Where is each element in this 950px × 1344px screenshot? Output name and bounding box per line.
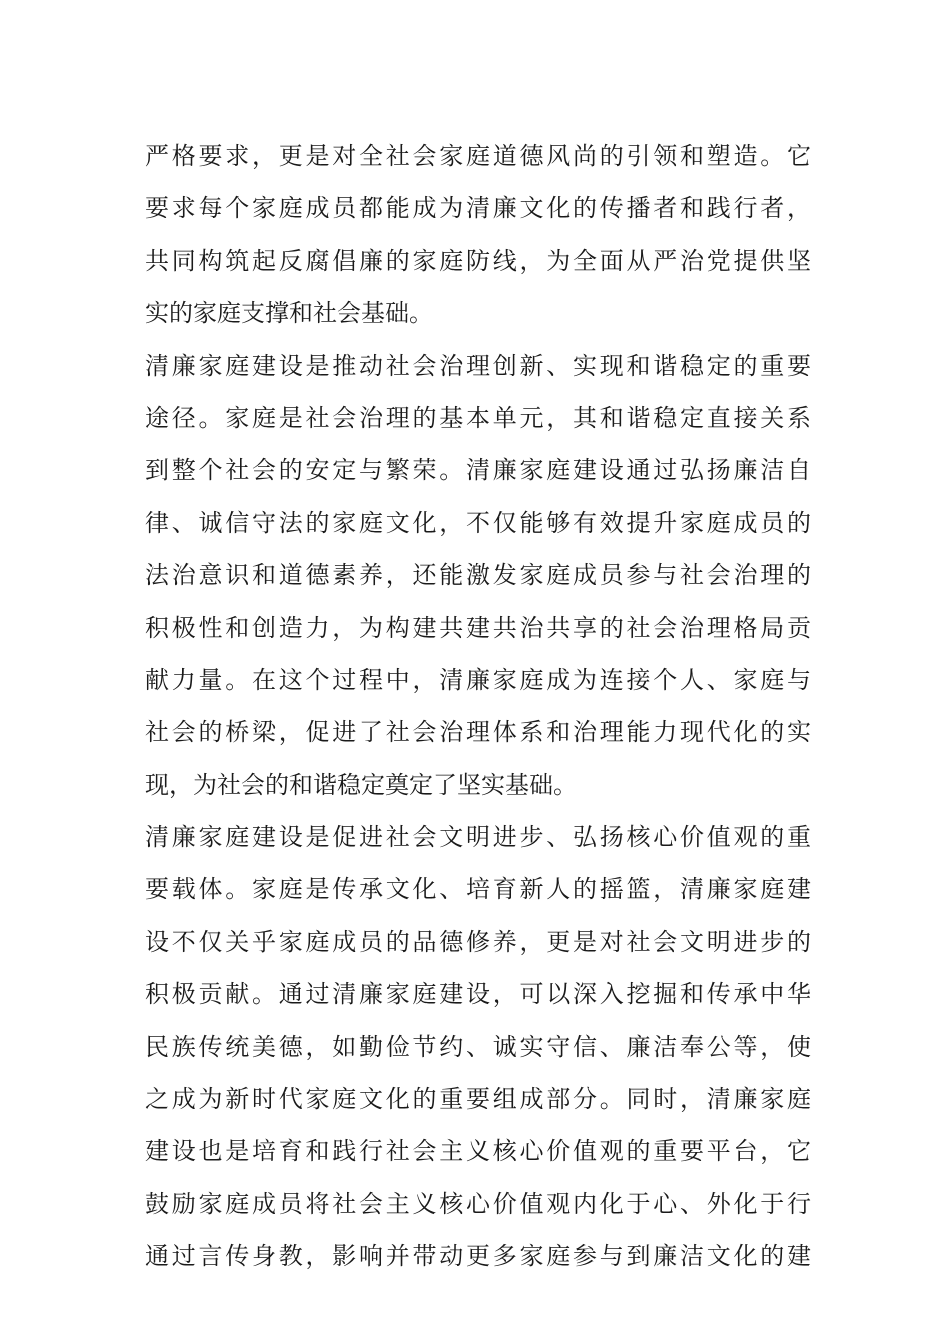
text-line: 共同构筑起反腐倡廉的家庭防线，为全面从严治党提供坚 [145,246,811,275]
text-line: 建设也是培育和践行社会主义核心价值观的重要平台，它 [145,1137,811,1166]
text-line: 清廉家庭建设是推动社会治理创新、实现和谐稳定的重要 [145,351,811,380]
text-line: 积极性和创造力，为构建共建共治共享的社会治理格局贡 [145,613,811,642]
text-line: 民族传统美德，如勤俭节约、诚实守信、廉洁奉公等，使 [145,1032,811,1061]
text-line: 到整个社会的安定与繁荣。清廉家庭建设通过弘扬廉洁自 [145,456,811,485]
text-line: 现，为社会的和谐稳定奠定了坚实基础。 [145,770,577,799]
text-line: 实的家庭支撑和社会基础。 [145,299,433,328]
text-line: 要载体。家庭是传承文化、培育新人的摇篮，清廉家庭建 [145,875,811,904]
text-line: 社会的桥梁，促进了社会治理体系和治理能力现代化的实 [145,718,811,747]
text-line: 律、诚信守法的家庭文化，不仅能够有效提升家庭成员的 [145,508,811,537]
text-line: 设不仅关乎家庭成员的品德修养，更是对社会文明进步的 [145,927,811,956]
text-line: 严格要求，更是对全社会家庭道德风尚的引领和塑造。它 [145,142,811,170]
document-body [145,130,811,1283]
text-line: 途径。家庭是社会治理的基本单元，其和谐稳定直接关系 [145,403,811,432]
text-line: 献力量。在这个过程中，清廉家庭成为连接个人、家庭与 [145,665,811,694]
text-line: 之成为新时代家庭文化的重要组成部分。同时，清廉家庭 [145,1085,811,1114]
text-line: 通过言传身教，影响并带动更多家庭参与到廉洁文化的建 [145,1242,811,1271]
text-line: 法治意识和道德素养，还能激发家庭成员参与社会治理的 [145,561,811,590]
text-line: 积极贡献。通过清廉家庭建设，可以深入挖掘和传承中华 [145,980,811,1009]
text-line: 清廉家庭建设是促进社会文明进步、弘扬核心价值观的重 [145,823,811,852]
text-line: 要求每个家庭成员都能成为清廉文化的传播者和践行者， [145,194,811,223]
text-line: 鼓励家庭成员将社会主义核心价值观内化于心、外化于行 [145,1189,811,1218]
